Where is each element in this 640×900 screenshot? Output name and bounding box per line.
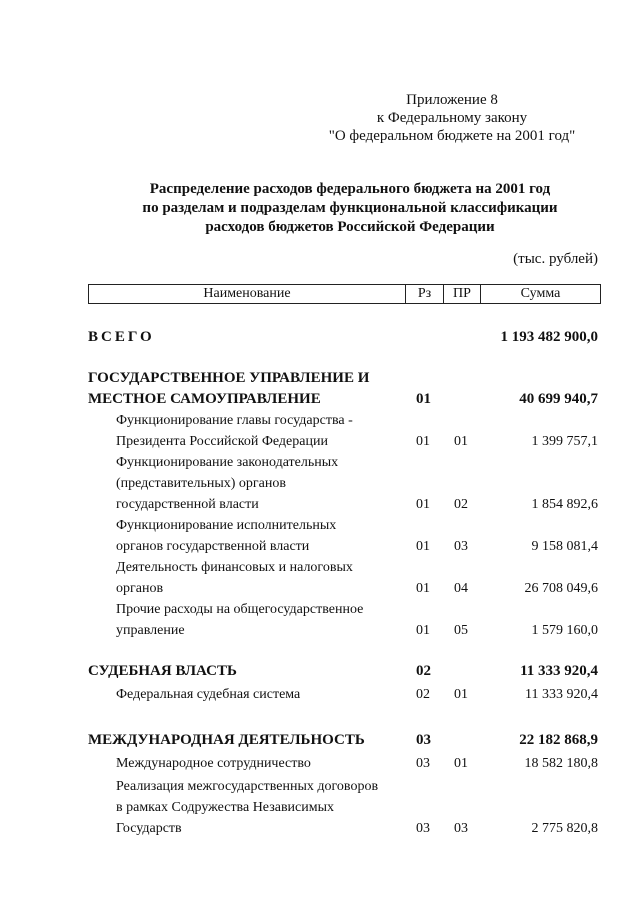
item-sum: 1 854 892,6 (531, 497, 598, 512)
section-sum: 40 699 940,7 (519, 391, 598, 407)
item-name-line: в рамках Содружества Независимых (116, 800, 335, 815)
item-name-line: Функционирование главы государства - (116, 413, 353, 428)
item-rz: 01 (416, 497, 430, 512)
header-rz: Рз (406, 285, 444, 303)
table-row (88, 452, 598, 515)
section-name (88, 368, 388, 410)
item-name-line: Государств (116, 821, 182, 836)
table-row (88, 410, 598, 452)
item-sum: 11 333 920,4 (525, 687, 598, 702)
document-title (100, 180, 600, 237)
item-name-line: органов государственной власти (116, 539, 310, 554)
appendix-reference (320, 91, 584, 145)
item-sum: 9 158 081,4 (531, 539, 598, 554)
total-sum: 1 193 482 900,0 (500, 329, 598, 345)
item-rz: 03 (416, 821, 430, 836)
section-rz: 03 (416, 732, 431, 748)
section-name-line: ГОСУДАРСТВЕННОЕ УПРАВЛЕНИЕ И (88, 370, 370, 386)
header-name: Наименование (89, 285, 406, 303)
item-rz: 01 (416, 623, 430, 638)
item-name-line: Президента Российской Федерации (116, 434, 328, 449)
section-rz: 01 (416, 391, 431, 407)
item-name (116, 776, 406, 839)
header-pr: ПР (444, 285, 481, 303)
table-row (88, 557, 598, 599)
item-name (116, 753, 406, 774)
item-rz: 01 (416, 434, 430, 449)
appendix-law-ref: к Федеральному закону (376, 110, 528, 126)
section-sum: 22 182 868,9 (519, 732, 598, 748)
title-line-2: по разделам и подразделам функциональной классификации (142, 200, 558, 216)
table-header (88, 284, 601, 304)
table-row (88, 753, 598, 774)
table-row (88, 599, 598, 641)
item-pr: 03 (454, 539, 468, 554)
section-name (88, 661, 388, 682)
item-rz: 02 (416, 687, 430, 702)
section-sum: 11 333 920,4 (520, 663, 598, 679)
section-name-line: МЕЖДУНАРОДНАЯ ДЕЯТЕЛЬНОСТЬ (88, 732, 365, 748)
total-row (88, 327, 598, 348)
section-name (88, 730, 388, 751)
item-pr: 04 (454, 581, 468, 596)
title-line-1: Распределение расходов федерального бюджета на 2001 год (149, 181, 551, 197)
item-sum: 18 582 180,8 (524, 756, 598, 771)
item-sum: 26 708 049,6 (524, 581, 598, 596)
item-name-line: Международное сотрудничество (116, 756, 311, 771)
item-name (116, 684, 406, 705)
item-name-line: управление (116, 623, 185, 638)
section-row (88, 730, 598, 751)
item-pr: 01 (454, 434, 468, 449)
appendix-number: Приложение 8 (406, 92, 498, 108)
item-name-line: государственной власти (116, 497, 259, 512)
section-name-line: СУДЕБНАЯ ВЛАСТЬ (88, 663, 237, 679)
item-rz: 03 (416, 756, 430, 771)
item-name (116, 557, 406, 599)
item-name (116, 515, 406, 557)
item-name-line: Деятельность финансовых и налоговых (116, 560, 353, 575)
item-sum: 2 775 820,8 (531, 821, 598, 836)
item-name (116, 599, 406, 641)
total-label: ВСЕГО (88, 329, 155, 345)
item-name-line: Федеральная судебная система (116, 687, 301, 702)
item-pr: 05 (454, 623, 468, 638)
item-rz: 01 (416, 581, 430, 596)
table-row (88, 515, 598, 557)
item-name-line: Прочие расходы на общегосударственное (116, 602, 364, 617)
item-pr: 03 (454, 821, 468, 836)
section-name-line: МЕСТНОЕ САМОУПРАВЛЕНИЕ (88, 391, 321, 407)
item-pr: 01 (454, 687, 468, 702)
item-name (116, 410, 406, 452)
table-row (88, 684, 598, 705)
units-label: (тыс. рублей) (513, 251, 598, 267)
section-rz: 02 (416, 663, 431, 679)
table-row (88, 776, 598, 839)
item-name-line: Функционирование исполнительных (116, 518, 337, 533)
item-sum: 1 399 757,1 (531, 434, 598, 449)
item-name (116, 452, 406, 515)
title-line-3: расходов бюджетов Российской Федерации (205, 219, 495, 235)
item-name-line: Функционирование законодательных (116, 455, 339, 470)
section-row (88, 661, 598, 682)
item-name-line: (представительных) органов (116, 476, 286, 491)
item-pr: 01 (454, 756, 468, 771)
item-name-line: Реализация межгосударственных договоров (116, 779, 379, 794)
item-name-line: органов (116, 581, 164, 596)
appendix-law-title: "О федеральном бюджете на 2001 год" (328, 128, 576, 144)
item-pr: 02 (454, 497, 468, 512)
section-row (88, 368, 598, 410)
item-rz: 01 (416, 539, 430, 554)
header-sum: Сумма (520, 286, 561, 301)
item-sum: 1 579 160,0 (531, 623, 598, 638)
